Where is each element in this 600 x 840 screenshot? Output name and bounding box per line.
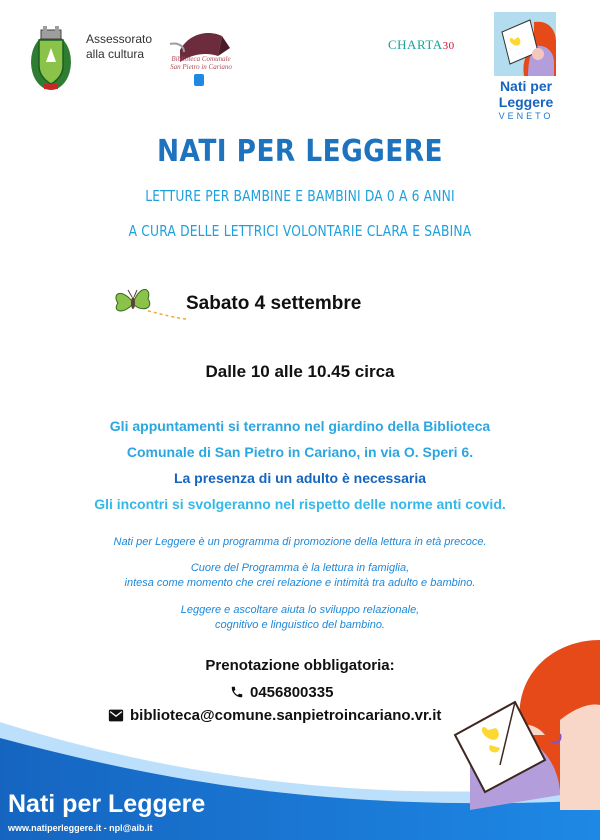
- charta-number: 30: [442, 40, 455, 52]
- footer-url[interactable]: www.natiperleggere.it - npl@aib.it: [8, 823, 153, 833]
- description-line3: intesa come momento che crei relazione e intimità tra adulto e bambino.: [124, 577, 476, 589]
- assessorato-line2: alla cultura: [86, 47, 145, 61]
- library-name-line2: San Pietro in Cariano: [170, 63, 232, 71]
- library-name-line1: Biblioteca Comunale: [171, 55, 231, 63]
- subtitle-line1: LETTURE PER BAMBINE E BAMBINI DA 0 A 6 ANNI: [145, 187, 455, 205]
- phone-row: [230, 682, 333, 702]
- description-line5: cognitivo e linguistico del bambino.: [215, 619, 385, 631]
- library-name: [166, 55, 236, 71]
- description-line1: Nati per Leggere è un programma di promozione della lettura in età precoce.: [113, 536, 487, 548]
- charta-text: CHARTA: [388, 37, 443, 52]
- info-line3: La presenza di un adulto è necessaria: [173, 470, 427, 486]
- assessorato-label: [86, 32, 152, 62]
- assessorato-line1: Assessorato: [86, 32, 153, 46]
- subtitle-line2: A CURA DELLE LETTRICI VOLONTARIE CLARA E SABINA: [128, 222, 472, 240]
- footer-title: Nati per Leggere: [8, 790, 206, 818]
- event-time: Dalle 10 alle 10.45 circa: [205, 362, 395, 381]
- envelope-icon: [108, 709, 124, 722]
- npl-logo-icon: [494, 12, 556, 76]
- description-line4: Leggere e ascoltare aiuta lo sviluppo relazionale,: [180, 604, 420, 616]
- phone-icon: [230, 685, 244, 699]
- phone-number[interactable]: 0456800335: [250, 683, 334, 701]
- event-date: Sabato 4 settembre: [186, 293, 362, 314]
- npl-logo-line2: Leggere: [498, 94, 554, 110]
- npl-region: VENETO: [498, 111, 554, 121]
- email-row: [108, 705, 441, 725]
- info-line1: Gli appuntamenti si terranno nel giardino della Biblioteca: [109, 418, 491, 434]
- page-title: NATI PER LEGGERE: [156, 134, 444, 169]
- info-line2: Comunale di San Pietro in Cariano, in via O. Speri 6.: [126, 444, 474, 460]
- butterfly-icon: [110, 281, 190, 325]
- npl-logo-line1: Nati per: [499, 78, 553, 94]
- charta-logo: [388, 37, 455, 53]
- booking-label: Prenotazione obbligatoria:: [205, 657, 395, 674]
- email-address[interactable]: biblioteca@comune.sanpietroincariano.vr.it: [130, 706, 442, 724]
- municipal-crest-icon: [30, 22, 72, 92]
- description-line2: Cuore del Programma è la lettura in famiglia,: [190, 562, 410, 574]
- npl-logo-title: [486, 78, 566, 110]
- info-line4: Gli incontri si svolgeranno nel rispetto delle norme anti covid.: [94, 496, 506, 512]
